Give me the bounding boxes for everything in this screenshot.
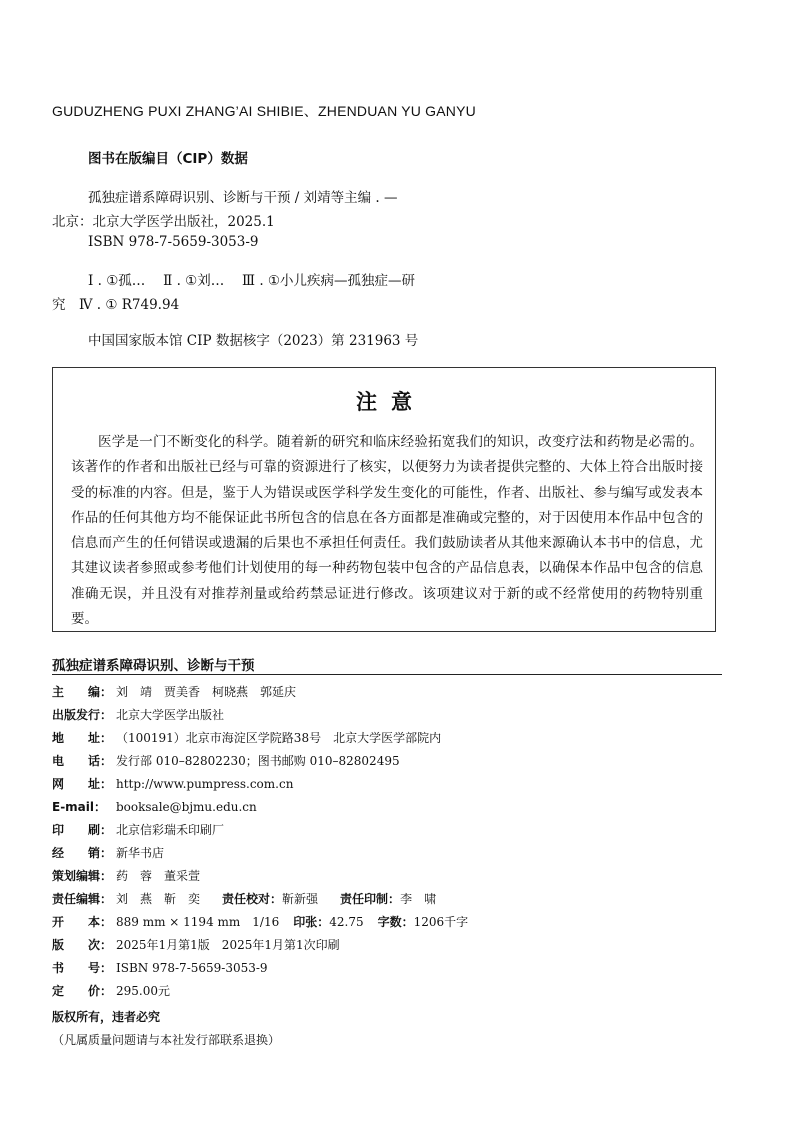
resp-editor-value: 刘 燕 靳 奕: [116, 892, 201, 906]
exchange-notice: （凡属质量问题请与本社发行部联系退换）: [52, 1033, 281, 1047]
divider: [52, 674, 722, 675]
cip-heading: 图书在版编目（CIP）数据: [88, 151, 248, 167]
cip-line-classification-cont: 究 Ⅳ . ① R749.94: [52, 297, 180, 313]
notice-box: [52, 367, 716, 632]
planning-label: 策划编辑：: [52, 869, 113, 883]
info-website: [52, 775, 293, 792]
sheets-value: 42.75: [329, 915, 364, 929]
address-value: （100191）北京市海淀区学院路38号 北京大学医学部院内: [116, 731, 442, 745]
editors-label: 主 编：: [52, 685, 113, 699]
info-edition: [52, 936, 340, 953]
email-value: booksale@bjmu.edu.cn: [116, 800, 257, 814]
publisher-label: 出版发行：: [52, 708, 113, 722]
cip-line-isbn: ISBN 978-7-5659-3053-9: [88, 234, 259, 250]
cip-line-record-number: 中国国家版本馆 CIP 数据核字（2023）第 231963 号: [88, 333, 419, 349]
price-value: 295.00元: [116, 984, 170, 998]
copyright-notice: 版权所有，违者必究: [52, 1010, 161, 1024]
info-email: [52, 798, 257, 815]
words-label: 字数：: [377, 915, 414, 929]
phone-value: 发行部 010–82802230；图书邮购 010–82802495: [116, 754, 400, 768]
info-editors: [52, 683, 296, 700]
dist-label: 经 销：: [52, 846, 113, 860]
isbn-label: 书 号：: [52, 961, 113, 975]
proof-value: 靳新强: [282, 892, 319, 906]
web-label: 网 址：: [52, 777, 113, 791]
info-responsibility: [52, 890, 436, 907]
address-label: 地 址：: [52, 731, 113, 745]
cip-line-classification: Ⅰ . ①孤… Ⅱ . ①刘… Ⅲ . ①小儿疾病—孤独症—研: [88, 273, 416, 289]
words-value: 1206千字: [413, 915, 469, 929]
planning-value: 药 蓉 董采萱: [116, 869, 201, 883]
cip-line-title: 孤独症谱系障碍识别、诊断与干预 / 刘靖等主编 . —: [88, 190, 398, 206]
dist-value: 新华书店: [116, 846, 165, 860]
info-address: [52, 729, 441, 746]
format-label: 开 本：: [52, 915, 113, 929]
book-title: 孤独症谱系障碍识别、诊断与干预: [52, 658, 255, 674]
isbn-value: ISBN 978-7-5659-3053-9: [116, 961, 268, 975]
publisher-value: 北京大学医学出版社: [116, 708, 225, 722]
info-printer: [52, 821, 224, 838]
format-value: 889 mm × 1194 mm 1/16: [116, 915, 280, 929]
editors-value: 刘 靖 贾美香 柯晓燕 郭延庆: [116, 685, 297, 699]
proof-label: 责任校对：: [222, 892, 283, 906]
phone-label: 电 话：: [52, 754, 113, 768]
notice-body: 医学是一门不断变化的科学。随着新的研究和临床经验拓宽我们的知识，改变疗法和药物是必需的。该著作的作者和出版社已经与可靠的资源进行了核实，以便努力为读者提供完整的、大体上符合出版时接受的标准的内容。但是，鉴于人为错误或医学科学发生变化的可能性，作者、出版社、参与编写或发表本作品的任何其他方均不能保证此书所包含的信息在各方面都是准确或完整的，对于因使用本作品中包含的信息而产生的任何错误或遗漏的后果也不承担任何责任。我们鼓励读者从其他来源确认本书中的信息，尤其建议读者参照或参考他们计划使用的每一种药物包装中包含的产品信息表，以确保本作品中包含的信息准确无误，并且没有对推荐剂量或给药禁忌证进行修改。该项建议对于新的或不经常使用的药物特别重要。: [71, 434, 703, 628]
email-label: E-mail：: [52, 800, 107, 814]
web-value: http://www.pumpress.com.cn: [116, 777, 294, 791]
sheets-label: 印张：: [293, 915, 330, 929]
notice-title: 注意: [356, 390, 426, 414]
edition-value: 2025年1月第1版 2025年1月第1次印刷: [116, 938, 340, 952]
edition-label: 版 次：: [52, 938, 113, 952]
print-value: 北京信彩瑞禾印刷厂: [116, 823, 225, 837]
info-planning-editor: [52, 867, 200, 884]
info-phone: [52, 752, 400, 769]
info-price: [52, 982, 170, 999]
resp-print-value: 李 啸: [400, 892, 437, 906]
info-isbn: [52, 959, 268, 976]
resp-editor-label: 责任编辑：: [52, 892, 113, 906]
pinyin-title: GUDUZHENG PUXI ZHANG’AI SHIBIE、ZHENDUAN YU GANYU: [52, 103, 476, 119]
price-label: 定 价：: [52, 984, 113, 998]
resp-print-label: 责任印制：: [340, 892, 401, 906]
print-label: 印 刷：: [52, 823, 113, 837]
info-distributor: [52, 844, 164, 861]
info-format: [52, 913, 468, 930]
info-publisher: [52, 706, 224, 723]
cip-line-publisher: 北京：北京大学医学出版社，2025.1: [52, 214, 275, 230]
